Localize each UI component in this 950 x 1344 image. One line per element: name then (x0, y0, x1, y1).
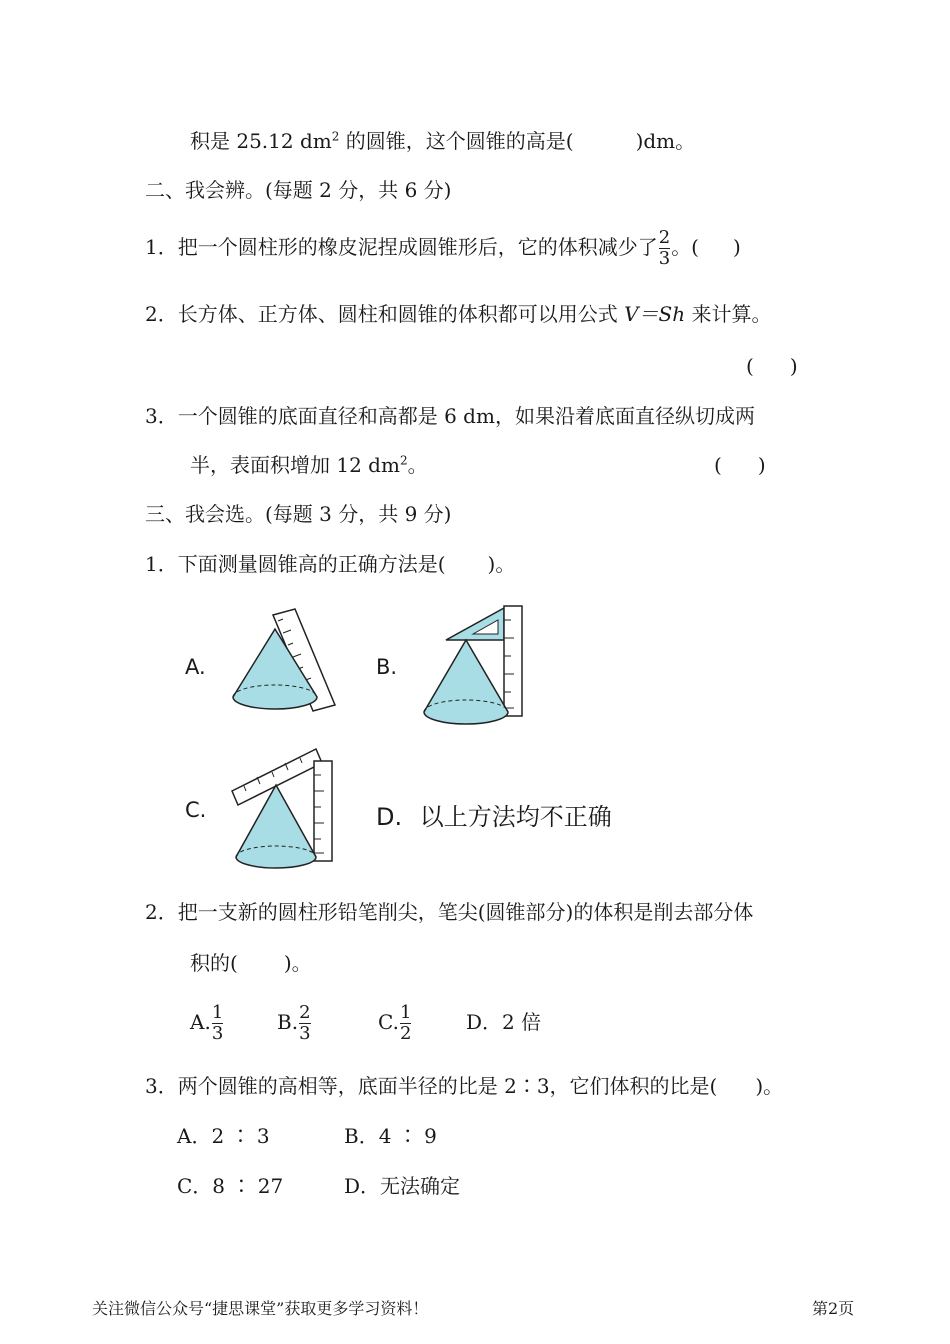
ruler-vertical (504, 606, 522, 716)
option-d[interactable]: D. 以上方法均不正确 (376, 803, 612, 831)
option-b-figure (418, 600, 538, 728)
fraction-two-thirds: $\frac{2}{3}$ (658, 227, 671, 269)
section2-question-2: 2．长方体、正方体、圆柱和圆锥的体积都可以用公式 V＝Sh 来计算。 (145, 302, 772, 326)
section2-question-3: 3．一个圆锥的底面直径和高都是 6 dm，如果沿着底面直径纵切成两 (145, 404, 755, 428)
section3-q3-option-b[interactable]: B．4 ∶ 9 (344, 1124, 437, 1148)
section2-question-1: 1．把一个圆柱形的橡皮泥捏成圆锥形后，它的体积减少了 $\frac{2}{3}$ 。( ) (145, 227, 741, 269)
section3-q2-option-d[interactable]: D．2 倍 (466, 1010, 542, 1034)
option-a-figure (225, 605, 340, 725)
formula: V＝Sh (624, 302, 686, 326)
section3-question-2: 2．把一支新的圆柱形铅笔削尖，笔尖(圆锥部分)的体积是削去部分体 (145, 900, 754, 924)
section3-question-2-line2: 积的( )。 (190, 951, 312, 975)
section2-title: 二、我会辨。(每题 2 分，共 6 分) (145, 178, 452, 202)
section3-q2-option-b[interactable]: B. $\frac{2}{3}$ (277, 1002, 311, 1044)
section2-question-3-line2: 半，表面积增加 12 $dm^2$。 (190, 453, 428, 477)
page-number: 第2页 (812, 1299, 855, 1318)
section3-q3-option-c[interactable]: C．8 ∶ 27 (177, 1174, 284, 1198)
section3-q2-option-c[interactable]: C. $\frac{1}{2}$ (378, 1002, 412, 1044)
option-a-label[interactable]: A. (185, 655, 206, 679)
section3-q3-option-a[interactable]: A．2 ∶ 3 (177, 1124, 270, 1148)
cone (424, 640, 508, 724)
section2-q2-answer-paren[interactable]: ( ) (746, 354, 798, 378)
section3-q3-option-d[interactable]: D．无法确定 (344, 1174, 461, 1198)
section3-title: 三、我会选。(每题 3 分，共 9 分) (145, 502, 452, 526)
section3-question-3: 3．两个圆锥的高相等，底面半径的比是 2∶3，它们体积的比是( )。 (145, 1074, 784, 1098)
section3-question-1: 1．下面测量圆锥高的正确方法是( )。 (145, 552, 516, 576)
set-square (446, 608, 504, 640)
option-b-label[interactable]: B. (376, 655, 398, 679)
section2-q3-answer-paren[interactable]: ( ) (714, 453, 766, 477)
continued-question-line: 积是 25.12 $dm^2$ 的圆锥，这个圆锥的高是( )dm。 (190, 129, 696, 153)
option-c-figure (228, 745, 343, 873)
option-c-label[interactable]: C. (185, 798, 207, 822)
ruler-vertical (314, 761, 332, 861)
footer-promo-text: 关注微信公众号“捷思课堂”获取更多学习资料！ (92, 1299, 429, 1318)
section3-q2-option-a[interactable]: A. $\frac{1}{3}$ (190, 1002, 224, 1044)
